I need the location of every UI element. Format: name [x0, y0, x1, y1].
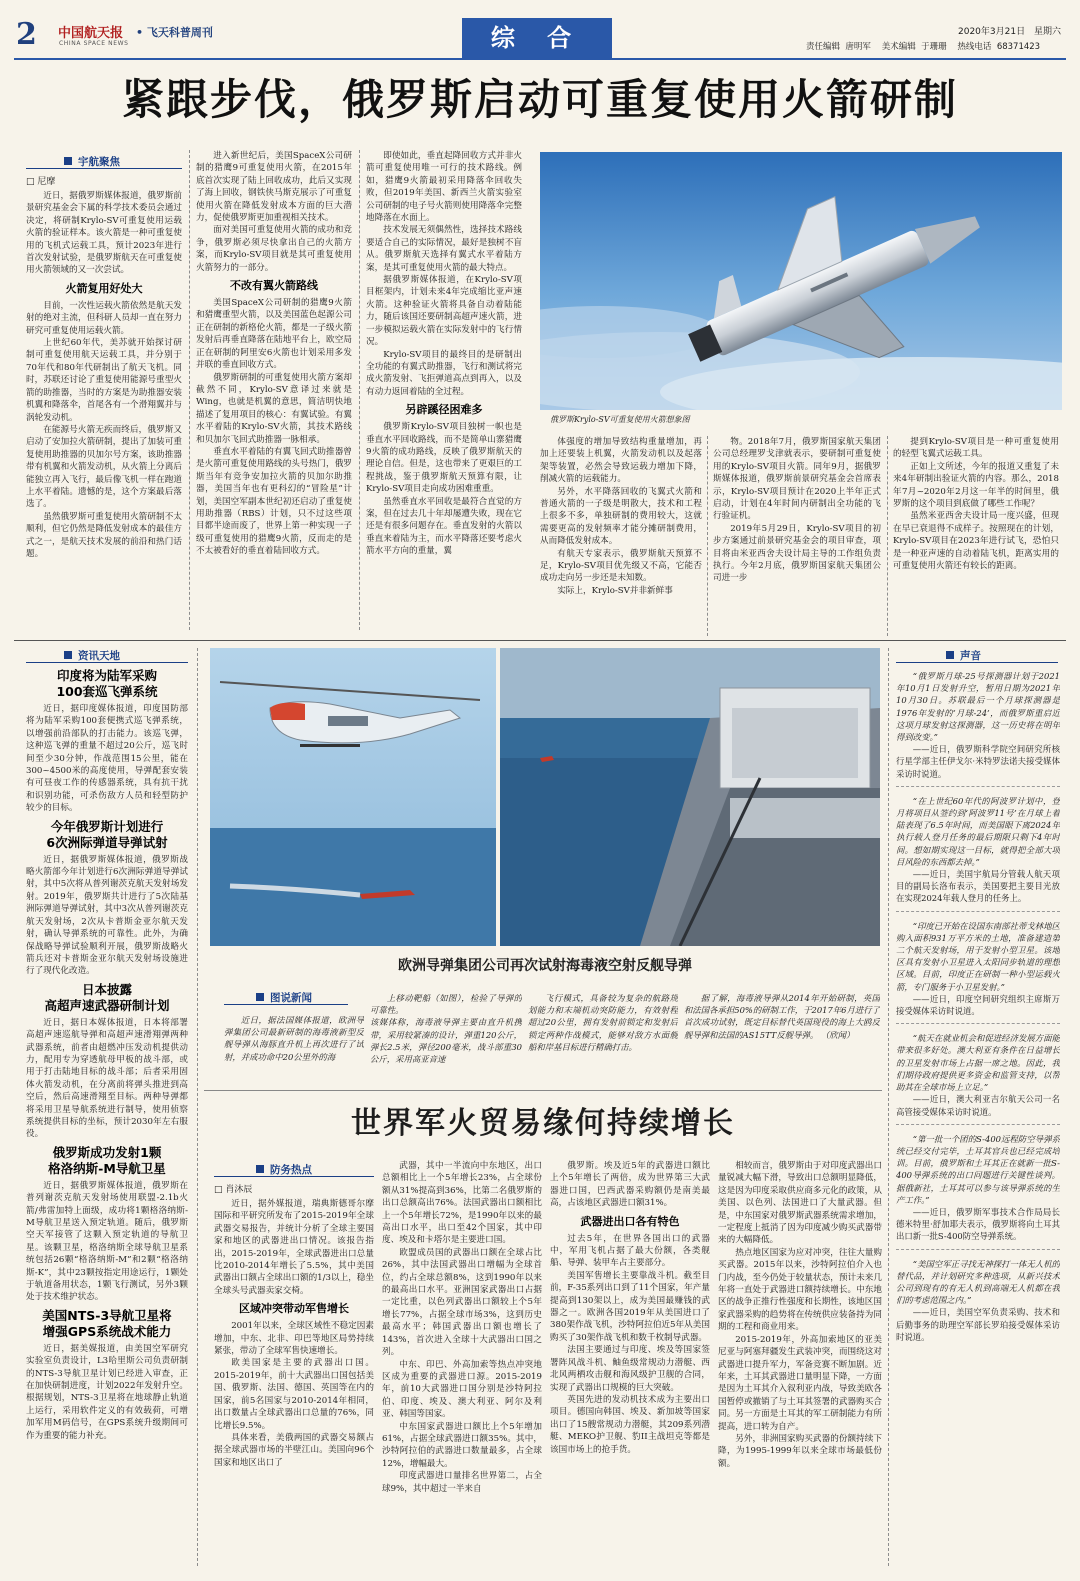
section-label-text: 防务热点	[270, 1164, 312, 1176]
arms-trade-col4	[718, 1160, 882, 1566]
voice-quote: “在上世纪60年代的阿波罗计划中，登月将项目从签约到‘阿波罗11号’在月球上着陆表现了6.5年时间，而美国眼下离2024年执行载人登月任务的最后期限只剩下4年时间。想如期实现这一目标，就得把全部大项目风险的东西都去掉。”	[896, 795, 1060, 867]
voice-source: ——近日，澳大利亚吉尔航天公司一名高管接受媒体采访时说道。	[896, 1094, 1060, 1117]
voice-source: ——近日，印度空间研究组织主席斯万接受媒体采访时说道。	[896, 993, 1060, 1017]
rocket-illustration	[540, 152, 1062, 410]
section-underline	[26, 662, 188, 663]
section-underline	[224, 1004, 348, 1005]
voice-divider	[896, 1124, 1060, 1125]
column-rule	[887, 436, 888, 636]
paragraph: 面对美国可重复使用火箭的成功和竞争，俄罗斯必须尽快拿出自己的火箭方案，而Krylo-SV项目就是其可重复使用火箭努力的一部分。	[196, 225, 352, 273]
voice-divider	[896, 911, 1060, 912]
paragraph: 俄罗斯研制的可重复使用火箭方案却截然不同，Krylo-SV意译过来就是Wing，也就是机翼的意思，简洁明快地描述了复用项目的核心：有翼试验。有翼水平着陆的Krylo-SV火箭，其技术路线和贝加尔飞回式助推器一脉相承。	[196, 372, 352, 445]
photo-news-col2	[370, 992, 522, 1078]
paragraph: 2015-2019年，外高加索地区的亚美尼亚与阿塞拜疆发生武装冲突，而围绕这对武器进口提升军力，军备竞赛不断加剧。近年来，土耳其武器进口量明显下降，一方面是因为土耳其介入叙利亚内战，导致美欧各国暂停或撤销了与土耳其签署的武器购买合同。另一方面是土耳其的军工研制能力有所提高，进口转为自产。	[718, 1334, 882, 1432]
section-divider	[204, 1090, 882, 1091]
voice-quote: “航天在就业机会和促进经济发展方面能带来很多好处。澳大利亚有条件在日益增长的卫星发射市场上占据一席之地。因此，我们期待政府提供更多资金和监管支持，以帮助其在全球市场上立足。”	[896, 1033, 1060, 1093]
section-underline	[214, 1176, 374, 1177]
paragraph: 印度武器进口量排名世界第二，占全球9%，其中超过一半来自	[382, 1471, 542, 1494]
section-label-photo-news	[256, 990, 312, 1005]
paragraph: 热点地区国家为应对冲突，往往大量购买武器。2015年以来，沙特阿拉伯介入也门内战，至今仍处于较量状态，预计未来几年将一直处于武器进口额持续增长。中东地区的战争正推行性强度和长期性，该地区国家武器采购的趋势将在传统供应装备持为同期的工程和商业用来。	[718, 1247, 882, 1333]
photo-news-col4	[684, 992, 880, 1078]
photo-news-text: 近日，据法国媒体报道，欧洲导弹集团公司最新研制的海毒液新型反舰导弹从海豚直升机上再次进行了试射，并成功命中20公里外的海	[224, 1015, 364, 1062]
subheading: 武器进出口各有特色	[580, 1214, 680, 1228]
paper-name-en: CHINA SPACE NEWS	[59, 40, 129, 47]
masthead	[0, 0, 1080, 58]
section-square-icon	[256, 1165, 264, 1173]
lead-article-col5	[713, 436, 881, 636]
paragraph: 技术发展无须偶然性，选择技术路线要适合自己的实际情况，最好是独树不盲从。俄罗斯航天选择有翼式水平着陆方案，是其可重复使用火箭的最大特点。	[366, 225, 522, 273]
section-underline	[26, 168, 182, 169]
photo-news-text: 据了解，海毒液导弹从2014年开始研制，英国和法国各承担50%的研制工作，于2017年6月进行了首次成功试射，既定目标替代英国现役的海上大鸥反舰导弹和法国的AS15TT反舰导弹。 （欣闻）	[684, 993, 880, 1040]
paragraph: 另外，水平降落回收的飞翼式火箭和普通火箭的一子级是明散大，技术和工程上很多不多，单独研制的费用较大，这就需要更高的发射频率才能分摊研制费用，从而降低发射成本。	[540, 486, 702, 547]
paragraph: 2001年以来，全球区域性不稳定因素增加，中东、北非、印巴等地区局势持续紧张，带动了全球军售快速增长。	[214, 1321, 374, 1357]
voice-quote: “第一批一个团的S-400远程防空导弹系统已经交付完毕，土耳其官兵也已经完成培训。目前，俄罗斯和土耳其正在就新一批S-400导弹系统的出口问题进行关键性谈判。据俄新社，土耳其可以参与该导弹系统的生产工作。”	[896, 1133, 1060, 1205]
voices-column	[896, 668, 1060, 1566]
masthead-rule	[14, 58, 1066, 60]
subheading: 不改有翼火箭路线	[230, 279, 318, 293]
voice-divider	[896, 1023, 1060, 1024]
arms-trade-col2	[382, 1160, 542, 1566]
subheading: 另辟蹊径困难多	[405, 403, 483, 417]
article-author: □ 尼摩	[26, 177, 56, 187]
lead-article-col1	[26, 190, 182, 648]
helicopter-illustration	[210, 648, 496, 946]
brief-text: 近日，据美媒报道，由美国空军研究实验室负责设计，L3哈里斯公司负责研制的NTS-3导航卫星计划已经进入审查，正在加快研制进度，计划2022年发射升空。根据规划，NTS-3卫星将在地球静止轨道上运行，采用软件定义的有效载荷，可增加军用M码信号，在GPS系统升级期间可作为重要的能力补充。	[26, 1343, 188, 1441]
photo-news-col3	[528, 992, 678, 1078]
paragraph: 目前，一次性运载火箭依然是航天发射的绝对主流，但科研人员却一直在努力研究可重复使用运载火箭。	[26, 300, 182, 336]
paragraph: 在能源号火箭无疾而终后，俄罗斯又启动了安加拉火箭研制，提出了加装可重复使用助推器的贝加尔号方案，该助推器带有机翼和火箭发动机，从火箭上分离后能独立再入飞行，最后像飞机一样在跑道上水平着陆。遗憾的是，这个方案最后落选了。	[26, 424, 182, 510]
issue-date	[958, 24, 1061, 37]
voice-divider	[896, 1249, 1060, 1250]
paragraph: 中东国家武器进口额比上个5年增加61%，占据全球武器进口额35%。其中，沙特阿拉伯的武器进口数量最多，占全球12%，增幅最大。	[382, 1421, 542, 1469]
voice-quote: “美国空军正寻找无神探打一体无人机的替代品，并计划研究多种选项，从新兴技术公司到现有的有无人机到高端无人机都在我们的考虑范围之内。”	[896, 1258, 1060, 1306]
voice-quote: “印度已开始在设国东南部社蒂戈林地区购入面积931万平方米的土地，准备建造第二个航天发射场，用于发射小型卫星。该地区具有发射小卫星进入太阳同步轨道的理想区域。目前，印度正在研制一种小型运载火箭，专门服务于小卫星发射。”	[896, 920, 1060, 992]
section-label-defense	[256, 1162, 312, 1177]
section-square-icon	[64, 651, 72, 659]
weekday-text: 星期六	[1033, 27, 1061, 37]
arms-trade-author: □ 肖沐辰	[214, 1185, 253, 1195]
column-rule	[189, 150, 190, 630]
section-label-voices	[946, 648, 981, 663]
news-briefs-column	[26, 668, 188, 1566]
section-underline	[896, 662, 1058, 663]
brief-text: 近日，据印度媒体报道，印度国防部将为陆军采购100套便携式巡飞弹系统，以增强前沿部队的打击能力。该巡飞弹，这种巡飞弹的重量不超过20公斤，巡飞时间至少30分钟，作战范围15公里，能在300~4500米的高度使用，导弹配套安装有可昼夜工作的传感器系统，具有抗干扰和识别功能，可杀伤敌方人员和轻型防护较少的目标。	[26, 704, 188, 814]
voice-source: ——近日，美国空军负责采购、技术和后勤事务的助理空军部长罗珀接受媒体采访时说道。	[896, 1307, 1060, 1342]
section-label-text: 图说新闻	[270, 992, 312, 1004]
voice-source: ——近日，美国宇航局分管载人航天项目的副局长洛布表示，美国要把主要目光放在实现2024年载人登月的任务上。	[896, 869, 1060, 904]
date-text: 2020年3月21日	[958, 27, 1026, 37]
paragraph: 虽然垂直水平回收是最符合直觉的方案，但在过去几十年却屡遭失败，现在它还是有很多问题存在。垂直发射的火箭以垂直来着陆为主，而水平降落还要考虑火箭水平方向的重量，翼	[366, 496, 522, 557]
section-label-text: 声音	[960, 650, 981, 662]
voice-source: ——近日，俄罗斯科学院空间研究所核行星学部主任伊戈尔·米特罗法诺夫接受媒体采访时说道。	[896, 744, 1060, 779]
photo-news-headline: 欧洲导弹集团公司再次试射海毒液空射反舰导弹	[398, 958, 692, 974]
paragraph: 据俄罗斯媒体报道，在Krylo-SV项目框架内，计划未来4年完成缩比亚声速火箭。这种验证火箭将具备自动着陆能力，随后该国还要研制高超声速火箭，进一步模拟运载火箭在实际发射中的飞行情况。	[366, 275, 522, 348]
section-square-icon	[946, 651, 954, 659]
arms-trade-col3	[550, 1160, 710, 1566]
paragraph: 实际上，Krylo-SV并非新鲜事	[557, 585, 673, 596]
paragraph: 上世纪60年代，美苏就开始探讨研制可重复使用航天运载工具，并分别于70年代和80年代研制出了航天飞机。同时，苏联还讨论了重复使用能源号重型火箭的助推器，当时的方案是为助推器安装机翼和降落伞，首尾各有一个滑翔翼并与涡轮发动机。	[26, 338, 182, 423]
paragraph: 美国军售增长主要靠战斗机。截至目前，F-35系列出口到了11个国家，年产量提高到130架以上，成为美国最赚钱的武器之一。欧洲各国2019年从美国进口了380架作战飞机，沙特阿拉伯近5年从美国购买了30架作战飞机和数千枚制导武器。	[550, 1270, 710, 1343]
helicopter-launch-photo	[210, 648, 496, 946]
section-label-news	[64, 648, 120, 663]
section-square-icon	[64, 157, 72, 165]
column-rule	[888, 648, 889, 1566]
paragraph: 进入新世纪后，美国SpaceX公司研制的猎鹰9可重复使用火箭，在2015年底首次实现了陆上回收成功，此后又实现了海上回收，钢铁侠马斯克展示了可重复使用火箭在降低发射成本方面的巨大潜力，促使俄罗斯更加重视相关技术。	[196, 151, 352, 224]
paragraph: Krylo-SV项目的最终目的是研制出全功能的有翼式助推器，飞行和测试将完成火箭发射、飞拒弹道高点到再入，以及有动力返回着陆的全过程。	[366, 349, 522, 397]
paragraph: 欧美国家是主要的武器出口国。2015-2019年，前十大武器出口国包括美国、俄罗斯、法国、德国、英国等在内的国家，前5名国家与2010-2014年相同，出口数量占全球武器出口总量的76%，同比增长9.5%。	[214, 1358, 374, 1431]
section-label-aerospace	[64, 154, 120, 169]
photo-news-col1	[224, 1014, 364, 1084]
brief-title: 印度将为陆军采购 100套巡飞弹系统	[56, 668, 158, 699]
brief-title: 美国NTS-3导航卫星将 增强GPS系统战术能力	[42, 1307, 172, 1339]
paragraph: 物。2018年7月，俄罗斯国家航天集团公司总经理罗戈津就表示，要研制可重复使用的Krylo-SV项目火箭。同年9月，据俄罗斯媒体报道，俄罗斯前景研究基金会首席表示，Krylo-SV项目预计在2020上半年正式启动，计划在4年时间内研制出全功能的飞行验证机。	[713, 437, 881, 522]
paragraph: 虽然俄罗斯可重复使用火箭研制不太顺利，但它仍然是降低发射成本的最佳方式之一，是航天技术发展的前沿和热门话题。	[26, 511, 182, 559]
paragraph: 即使如此，垂直起降回收方式并非火箭可重复使用唯一可行的技术路线。例如，猎鹰9火箭最初采用降落伞回收失败，但2019年美国、新西兰火箭实验室公司研制的电子号火箭则使用降落伞完整地降落在水面上。	[366, 151, 522, 224]
section-label-text: 宇航聚焦	[78, 156, 120, 168]
paragraph: 俄罗斯。埃及近5年的武器进口额比上个5年增长了两倍，成为世界第三大武器进口国，巴西武器采购额仍是南美最高，占该地区武器进口额31%。	[550, 1161, 710, 1209]
column-rule	[197, 648, 198, 1566]
lead-article-col3	[366, 150, 522, 630]
paragraph: 英国先进的发动机技术成为主要出口项目。德国向韩国、埃及、新加坡等国家出口了15艘常规动力潜艇，其209系列潜艇、MEKO护卫舰、豹II主战坦克等都是该国市场上的抢手货。	[550, 1394, 710, 1455]
paragraph: 具体来看，美俄两国的武器交易额占据全球武器市场的半壁江山。美国向96个国家和地区出口了	[214, 1432, 374, 1468]
section-square-icon	[256, 993, 264, 1001]
page-number: 2	[16, 17, 37, 52]
editor-credits: 责任编辑 唐明军 美术编辑 于珊珊 热线电话 68371423	[806, 42, 1041, 52]
paragraph: 过去5年，在世界各国出口的武器中，军用飞机占据了最大份额，各类舰船、导弹、装甲车占主要部分。	[550, 1233, 710, 1269]
brief-text: 近日，据俄罗斯媒体报道，俄罗斯在普列谢茨克航天发射场使用联盟-2.1b火箭/弗雷加特上面级，成功将1颗格洛纳斯-M导航卫星送入预定轨道。随后，俄罗斯空天军接管了这颗入预定轨道的导航卫星。该颗卫星，格洛纳斯全球导航卫星系统包括26颗“格洛纳斯-M”和2颗“格洛纳斯-K”，其中23颗按指定用途运行，1颗处于轨道备用状态，1颗飞行测试，另外3颗处于技术维护状态。	[26, 1180, 188, 1303]
paragraph: 近日，据外媒报道，瑞典斯德哥尔摩国际和平研究所发布了2015-2019年全球武器交易报告，并统计分析了全球主要国家和地区的武器进出口情况。该报告指出，2015-2019年，全球武器进出口总量比2010-2014年增长了5.5%，其中美国武器出口额占全球出口额的1/3以上，稳坐全球头号武器卖家交椅。	[214, 1199, 374, 1296]
paragraph: 法国主要通过与印度、埃及等国家签署阵风战斗机、鲉鱼级常规动力潜艇、西北风两栖攻击舰和海风级护卫舰的合同，实现了武器出口规模的巨大突破。	[550, 1345, 710, 1393]
paragraph: 体强度的增加导致结构重量增加，再加上还要装上机翼，火箭发动机以及起落架等装置，必然会导致运载力增加下降，削减火箭的运载能力。	[540, 437, 702, 485]
brief-text: 近日，据日本媒体报道，日本将部署高超声速巡航导弹和高超声速滑翔弹两种武器系统，前者由超燃冲压发动机提供动力，配用专为穿透航母甲板的战斗部，或用于打击陆地目标的战斗部；后者采用固体火箭发动机，在分离前将弹头推进到高空后，然后高速滑翔至目标。两种导弹都将采用卫星导航系统进行制导，使用侦察系统提供目标的坐标，预计2030年左右服役。	[26, 1017, 188, 1140]
paragraph: 美国SpaceX公司研制的猎鹰9火箭和猎鹰重型火箭，以及美国蓝色起源公司正在研制的新格伦火箭，都是一子级火箭发射后再垂直降落在陆地平台上，欧空局正在研制的阿里安6火箭也计划采用多发并联的垂直回收方式。	[196, 298, 352, 371]
paragraph: 俄罗斯Krylo-SV项目独树一帜也是垂直水平回收路线，而不是简单山寨猎鹰9火箭的成功路线，反映了俄罗斯航天的理论自信。但是，这也带来了更艰巨的工程挑战，鉴于俄罗斯航天预算有限，让Krylo-SV项目走向成功困难重重。	[366, 422, 522, 495]
paragraph: 相较而言，俄罗斯由于对印度武器出口量锐减大幅下滑，导致出口总额明显降低，这是因为印度采取供应商多元化的政策，从美国、以色列、法国进口了大量武器。但是，中东国家对俄罗斯武器系统需求增加，一定程度上抵消了因为印度减少购买武器带来的大幅降低。	[718, 1161, 882, 1246]
column-rule	[707, 436, 708, 636]
paragraph: 中东、印巴、外高加索等热点冲突地区成为重要的武器进口源。2015-2019年，前10大武器进口国分别是沙特阿拉伯、印度、埃及、澳大利亚、阿尔及利亚、韩国等国家。	[382, 1359, 542, 1420]
voice-divider	[896, 786, 1060, 787]
arms-trade-headline: 世界军火贸易缘何持续增长	[351, 1106, 735, 1141]
paragraph: 近日，据俄罗斯媒体报道，俄罗斯前景研究基金会下属的科学技术委员会通过决定，将研制Krylo-SV可重复使用运载火箭的验证样本。该火箭是一种可重复使用的飞机式运载工具，预计2023年进行首次发射试验，是俄罗斯航天在可重复使用火箭领域的又一次尝试。	[26, 191, 182, 276]
krylo-sv-rocket-photo	[540, 152, 1062, 410]
voice-source: ——近日，俄罗斯军事技术合作局局长德米特里·舒加耶夫表示，俄罗斯将向土耳其出口新一批S-400防空导弹系统。	[896, 1206, 1060, 1242]
arms-trade-col1	[214, 1198, 374, 1566]
section-divider	[14, 640, 1066, 641]
paragraph: 有航天专家表示，俄罗斯航天预算不足，Krylo-SV项目优先级又不高，它能否成功走向另一步还是未知数。	[540, 548, 702, 584]
lead-article-col6	[893, 436, 1059, 636]
lead-article-col4	[540, 436, 702, 636]
lead-headline: 紧跟步伐，俄罗斯启动可重复使用火箭研制	[121, 75, 958, 124]
subheading: 火箭复用好处大	[65, 281, 143, 295]
paragraph: 欧盟成员国的武器出口额在全球占比26%，其中法国武器出口增幅为全球首位，约占全球总额8%，这到1990年以来的最高出口水平。亚洲国家武器出口占据一定比重，以色列武器出口额较上个5年增长77%，占据全球市场3%，这到历史最高水平；韩国武器出口额也增长了143%，首次进入全球十大武器出口国之列。	[382, 1247, 542, 1358]
subheading: 区域冲突带动军售增长	[239, 1302, 349, 1316]
lead-article-col2	[196, 150, 352, 630]
brief-title: 俄罗斯成功发射1颗 格洛纳斯-M导航卫星	[48, 1144, 166, 1176]
paragraph: 垂直水平着陆的有翼飞回式助推器曾是火箭可重复使用路线的头号热门，俄罗斯当年有竞争安加拉火箭的贝加尔助推器，美国当年也有更科幻的“冒险星”计划，美国空军副本世纪初还启动了重复使用助推器（RBS）计划，只不过这些项目都半途而废了，世界上第一种实现一子级可重复使用的猎鹰9火箭，反而走的是不太被看好的垂直着陆回收方式。	[196, 446, 352, 557]
voice-quote: “俄罗斯月球-25号探测器计划于2021年10月1日发射升空，暂用日期为2021年10月30日。苏联最后一个月球探测器是1976年发射的‘月球-24’，而俄罗斯重启近这项月球发射这探测器，这一历史将在明年得到改变。”	[896, 671, 1060, 743]
column-rule	[359, 150, 360, 630]
ship-illustration	[500, 648, 880, 946]
paragraph: 正如上文所述，今年的报道又重复了未来4年研制出验证火箭的内容。那么，2018年7月~2020年2月这一年半的时间里，俄罗斯的这个项目到底做了哪些工作呢？	[893, 461, 1059, 510]
section-banner: 综 合	[462, 18, 612, 58]
rocket-photo-caption: 俄罗斯Krylo-SV可重复使用火箭想象图	[550, 415, 690, 424]
section-label-text: 资讯天地	[78, 650, 120, 662]
paragraph: 另外，非洲国家购买武器的份额持续下降，为1995-1999年以来全球市场最低份额。	[718, 1433, 882, 1469]
brief-title: 今年俄罗斯计划进行 6次洲际弹道导弹试射	[46, 818, 168, 850]
supplement-name: • 飞天科普周刊	[136, 26, 213, 39]
brief-title: 日本披露 高超声速武器研制计划	[44, 981, 170, 1013]
brief-text: 近日，据俄罗斯媒体报道，俄罗斯战略火箭部今年计划进行6次洲际弹道导弹试射，其中5次将从普列谢茨克航天发射场发射。2019年，俄罗斯共计进行了5次陆基洲际弹道导弹试射，其中3次从普列谢茨克航天发射场，2次从卡普斯金亚尔航天发射，确认导弹系统的可靠性。此外，为确保战略导弹试验顺利开展，俄罗斯战略火箭兵还对卡普斯金亚尔航天发射场设施进行了现代化改造。	[26, 854, 188, 977]
photo-news-text: 飞行模式，具备较为复杂的航路规划能力和末端机动突防能力，有效射程超过20公里，拥有发射前锁定和发射后锁定两种作战模式，能够对敌方水面舰船和岸基目标进行精确打击。	[528, 993, 678, 1052]
paragraph: 虽然米亚西舍夫设计局一度兴盛，但现在早已衰退得不成样子。按照现在的计划，Krylo-SV项目在2023年进行试飞，恐怕只是一种亚声速的自动着陆飞机，距离实用的可重复使用火箭还有较长的距离。	[893, 511, 1059, 572]
paragraph: 2019年5月29日，Krylo-SV项目的初步方案通过前景研究基金会的项目审查，项目将由米亚西舍夫设计局主导的工作组负责执行。今年2月底，俄罗斯国家航天集团公司进一步	[713, 523, 881, 584]
photo-news-text: 上移动靶船（如图），检验了导弹的可靠性。 该媒体称，海毒液导弹主要由直升机携带，采用较紧凑的设计，弹重120公斤，弹长2.5米，弹径200毫米，战斗部重30公斤，采用高亚音速	[370, 993, 522, 1065]
paper-name: 中国航天报	[58, 26, 124, 41]
paragraph: 提到Krylo-SV项目是一种可重复使用的轻型飞翼式运载工具。	[893, 437, 1059, 460]
paragraph: 武器，其中一半流向中东地区，出口总额相比上一个5年增长23%，占全球份额从31%提高到36%，比第二名俄罗斯的出口总额高出76%。法国武器出口额相比上一个5年增长72%，是1990年以来的最高出口水平，出口至42个国家，其中印度、埃及和卡塔尔是主要进口国。	[382, 1161, 542, 1246]
ship-deck-photo	[500, 648, 880, 946]
